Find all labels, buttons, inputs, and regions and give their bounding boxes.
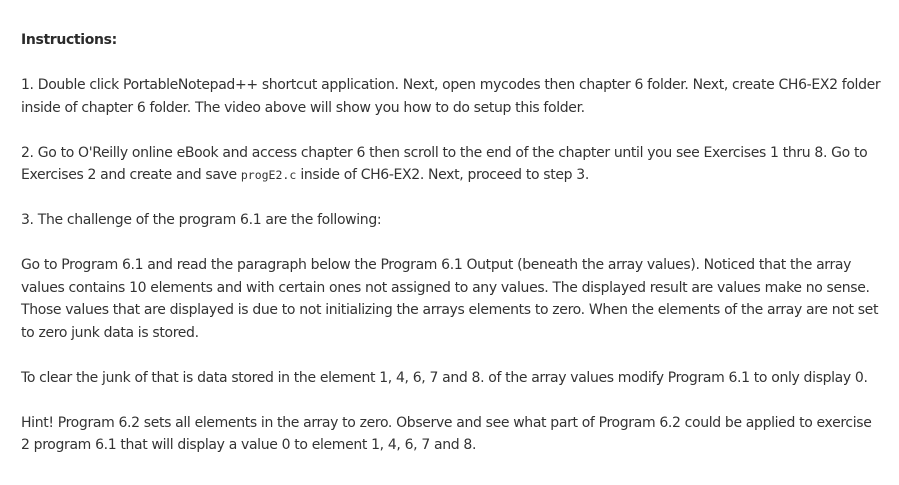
step-2-text-before: 2. Go to O'Reilly online eBook and access chapter 6 then scroll to the end of the chapter until you see Exercises 1 thru 8. Go to Exercises 2 and create and save [21, 144, 868, 183]
hint-paragraph: Hint! Program 6.2 sets all elements in the array to zero. Observe and see what part of Program 6.2 could be applied to exercise 2 program 6.1 that will display a value 0 to element 1, 4, 6, 7 and 8. [21, 414, 872, 453]
step-2-text-after: inside of CH6-EX2. Next, proceed to step 3. [296, 167, 589, 183]
filename-code: progE2.c [240, 168, 297, 182]
step-1-text: 1. Double click PortableNotepad++ shortcut application. Next, open mycodes then chapter 6 folder. Next, create CH6-EX2 folder inside of chapter 6 folder. The video above will show you how to do setup this folder. [21, 77, 881, 116]
program-6-1-paragraph: Go to Program 6.1 and read the paragraph below the Program 6.1 Output (beneath the array values). Noticed that the array values contains 10 elements and with certain ones not assigned to any values. The displayed result are values make no sense. Those values that are displayed is due to not initializing the arrays elements to zero. When the elements of the array are not set to zero junk data is stored. [21, 257, 879, 341]
instructions-content [21, 29, 883, 457]
step-3-text: 3. The challenge of the program 6.1 are the following: [21, 212, 382, 228]
instructions-heading: Instructions: [21, 32, 117, 48]
step-2-text [21, 142, 883, 187]
clear-junk-paragraph: To clear the junk of that is data stored in the element 1, 4, 6, 7 and 8. of the array values modify Program 6.1 to only display 0. [21, 369, 868, 386]
